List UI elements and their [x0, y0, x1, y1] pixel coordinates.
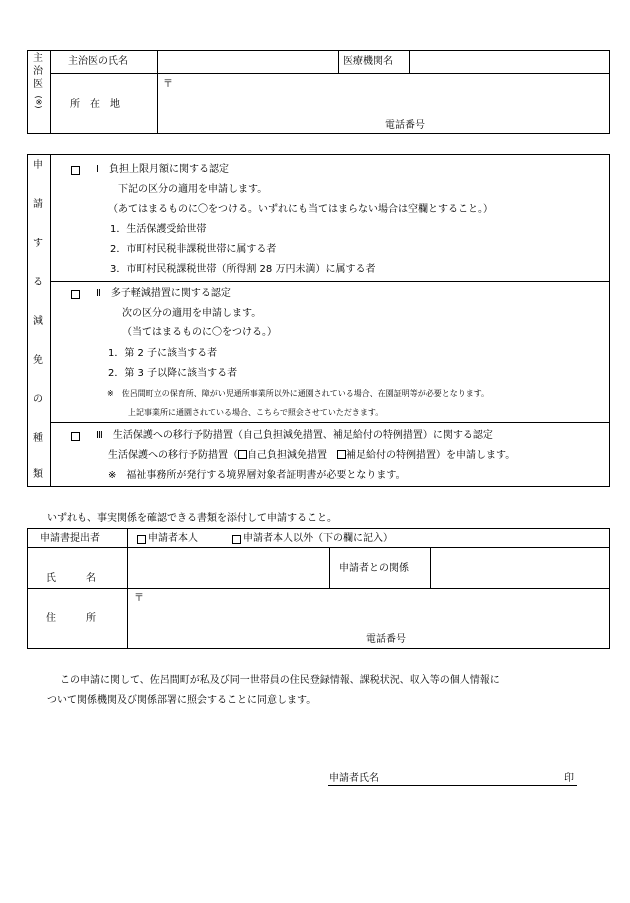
submitter-phone-label: 電話番号 — [366, 634, 406, 645]
relation-field[interactable] — [435, 563, 605, 575]
submitter-other-label[interactable]: 申請者本人以外（下の欄に記入） — [243, 533, 393, 544]
signature-line — [328, 785, 577, 786]
section3-note: ※ 福祉事務所が発行する境界層対象者証明書が必要となります。 — [108, 470, 406, 481]
section1-item3[interactable]: 3．市町村民税課税世帯（所得割 28 万円未満）に属する者 — [110, 264, 376, 275]
submitter-name-label: 氏 名 — [46, 573, 96, 584]
consent-line1: この申請に関して、佐呂間町が私及び同一世帯員の住民登録情報、課税状況、収入等の個人情報に — [60, 675, 500, 686]
physician-address-label: 所 在 地 — [70, 99, 120, 110]
divider — [50, 154, 51, 487]
section2-line1: 次の区分の適用を申請します。 — [122, 308, 262, 319]
consent-line2: ついて関係機関及び関係部署に照会することに同意します。 — [47, 695, 317, 706]
section1-line2: （あてはまるものに〇をつける。いずれにも当てはまらない場合は空欄とすること。） — [108, 204, 493, 215]
submitter-self-checkbox[interactable] — [137, 535, 146, 544]
section3-line1-pre: 生活保護への移行予防措置（ — [108, 450, 238, 461]
signature-label: 申請者氏名 — [329, 773, 379, 784]
divider — [157, 50, 158, 134]
opt2-label[interactable]: 補足給付の特例措置 — [346, 450, 436, 461]
divider — [50, 73, 610, 74]
physician-name-label: 主治医の氏名 — [68, 56, 128, 67]
section1-item2[interactable]: 2．市町村民税非課税世帯に属する者 — [110, 244, 277, 255]
section2-note1: ※ 佐呂間町立の保育所、障がい児通所事業所以外に通園されている場合、在園証明等が必要となります。 — [107, 389, 490, 398]
submitter-self-label[interactable]: 申請者本人 — [148, 533, 198, 544]
submitter-other-checkbox[interactable] — [232, 535, 241, 544]
signature-field[interactable] — [395, 773, 555, 785]
opt1-label[interactable]: 自己負担減免措置 — [247, 450, 327, 461]
section2-line2: （当てはまるものに〇をつける。） — [122, 327, 277, 338]
postal-mark: 〒 — [163, 79, 173, 90]
submitter-postal-mark: 〒 — [134, 593, 144, 604]
section3-line1 — [108, 450, 515, 462]
section1-title: Ⅰ 負担上限月額に関する認定 — [96, 164, 229, 175]
seal-mark: 印 — [564, 773, 574, 784]
section3-checkbox[interactable] — [71, 432, 80, 441]
divider — [338, 50, 339, 73]
divider — [329, 547, 330, 588]
section2-note2: 上記事業所に通園されている場合、こちらで照会させていただきます。 — [128, 408, 384, 417]
opt1-checkbox[interactable] — [238, 450, 247, 459]
section1-checkbox[interactable] — [71, 166, 80, 175]
section1-line1: 下記の区分の適用を申請します。 — [118, 184, 268, 195]
opt2-checkbox[interactable] — [337, 450, 346, 459]
section1-item1[interactable]: 1．生活保護受給世帯 — [110, 224, 207, 235]
institution-field[interactable] — [414, 56, 604, 68]
submitter-instruction: いずれも、事実関係を確認できる書類を添付して申請すること。 — [47, 513, 337, 524]
section2-item1[interactable]: 1．第 2 子に該当する者 — [108, 348, 218, 359]
submitter-name-field[interactable] — [132, 560, 324, 574]
divider — [50, 281, 610, 282]
section3-line1-post: ）を申請します。 — [436, 450, 516, 461]
institution-label: 医療機関名 — [343, 56, 393, 67]
divider — [409, 50, 410, 73]
divider — [27, 547, 610, 548]
divider — [27, 588, 610, 589]
divider — [50, 50, 51, 134]
physician-phone-label: 電話番号 — [385, 120, 425, 131]
relation-label: 申請者との関係 — [339, 563, 409, 574]
divider — [430, 547, 431, 588]
section2-item2[interactable]: 2．第 3 子以降に該当する者 — [108, 368, 238, 379]
section2-title: Ⅱ 多子軽減措置に関する認定 — [96, 288, 231, 299]
section2-checkbox[interactable] — [71, 290, 80, 299]
submitter-address-label: 住 所 — [46, 613, 96, 624]
physician-name-field[interactable] — [162, 56, 334, 68]
divider — [50, 422, 610, 423]
section3-title: Ⅲ 生活保護への移行予防措置（自己負担減免措置、補足給付の特例措置）に関する認定 — [96, 430, 493, 441]
submitter-label: 申請書提出者 — [40, 533, 100, 544]
